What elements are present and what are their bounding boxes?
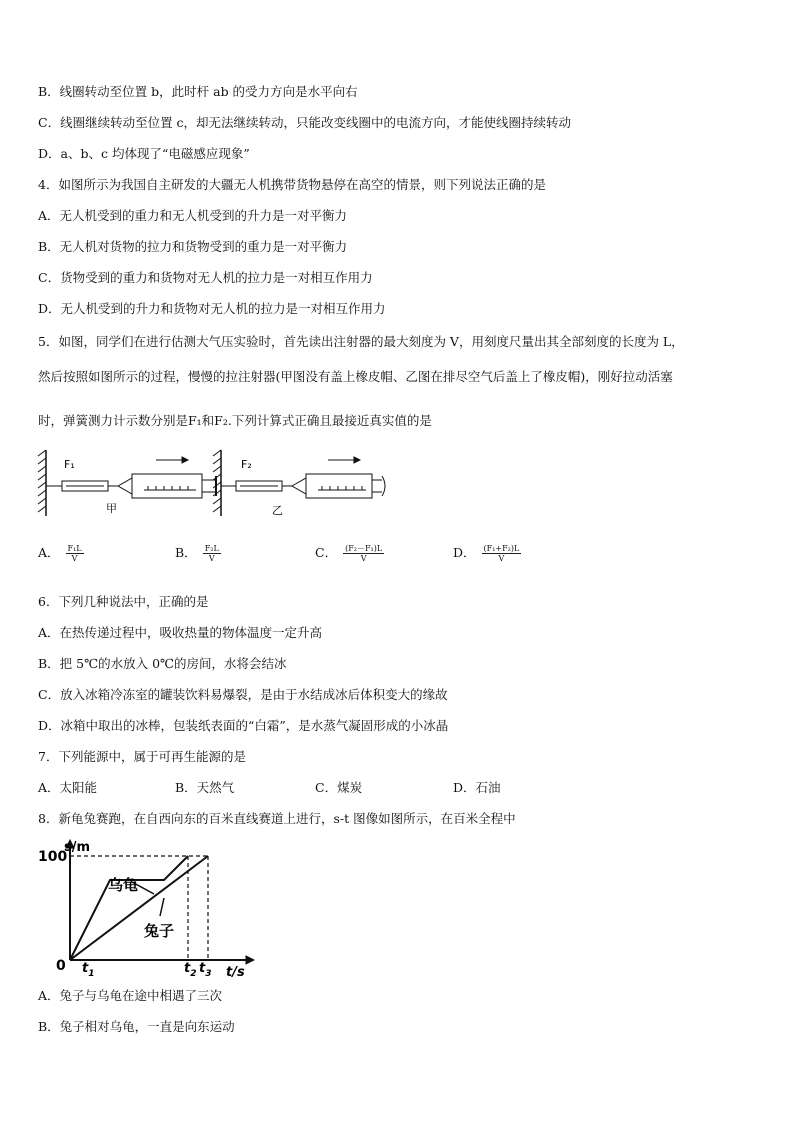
q7-option-d: D．石油 [453, 780, 501, 795]
q5-option-b-letter: B． [175, 545, 197, 560]
q6-option-b: B．把 5℃的水放入 0℃的房间，水将会结冰 [38, 656, 287, 671]
q4-option-b: B．无人机对货物的拉力和货物受到的重力是一对平衡力 [38, 239, 348, 254]
q3-option-c: C．线圈继续转动至位置 c，却无法继续转动，只能改变线圈中的电流方向，才能使线圈持续转动 [38, 115, 572, 130]
q5-option-d-denominator: V [498, 554, 505, 563]
q8-y-tick-100: 100 [38, 849, 68, 865]
q8-st-graph [36, 838, 260, 980]
q7-option-a: A．太阳能 [38, 780, 98, 795]
q5-option-b-fraction [203, 544, 221, 563]
q4-option-d: D．无人机受到的升力和货物对无人机的拉力是一对相互作用力 [38, 301, 386, 316]
q6-option-a: A．在热传递过程中，吸收热量的物体温度一定升高 [38, 625, 323, 640]
q5-option-c-numerator: (F₂－F₁)L [345, 544, 383, 553]
q5-caption-jia: 甲 [106, 502, 117, 515]
q8-tick-t2-letter: t [184, 961, 191, 976]
q5-stem-line-1: 5．如图，同学们在进行估测大气压实验时，首先读出注射器的最大刻度为 V，用刻度尺量出其全部刻度的长度为 L， [38, 334, 684, 349]
q8-option-b: B．兔子相对乌龟，一直是向东运动 [38, 1019, 235, 1034]
q5-option-a-denominator: V [71, 554, 78, 563]
q5-option-a-numerator: F₁L [67, 544, 82, 553]
q7-option-c: C．煤炭 [315, 780, 363, 795]
q8-x-axis-label: t/s [226, 965, 245, 980]
q5-option-d-numerator: (F₁+F₂)L [483, 544, 520, 553]
q4-option-a: A．无人机受到的重力和无人机受到的升力是一对平衡力 [38, 208, 348, 223]
q4-option-c: C．货物受到的重力和货物对无人机的拉力是一对相互作用力 [38, 270, 373, 285]
q5-option-a [38, 544, 84, 563]
q8-tick-t3-sub: 3 [205, 969, 212, 979]
q5-option-d [453, 544, 521, 563]
q3-option-d: D．a、b、c 均体现了“电磁感应现象” [38, 146, 250, 161]
q5-option-c [315, 544, 384, 563]
q5-stem-line-3: 时，弹簧测力计示数分别是F₁和F₂.下列计算式正确且最接近真实值的是 [38, 413, 432, 428]
q5-label-f2: F₂ [241, 458, 252, 471]
q5-label-f1: F₁ [64, 458, 75, 471]
q8-tick-t2-sub: 2 [190, 969, 197, 979]
q5-option-c-letter: C． [315, 545, 338, 560]
q6-option-d: D．冰箱中取出的冰棒，包装纸表面的“白霜”，是水蒸气凝固形成的小冰晶 [38, 718, 449, 733]
q5-option-d-fraction [482, 544, 522, 563]
q8-label-rabbit: 兔子 [144, 922, 175, 940]
q5-option-c-fraction [343, 544, 384, 563]
q8-tick-t1-sub: 1 [88, 969, 95, 979]
q8-origin-label: 0 [56, 958, 66, 974]
q5-option-b [175, 544, 221, 563]
q5-option-d-letter: D． [453, 545, 476, 560]
q5-option-a-letter: A． [38, 545, 60, 560]
q8-tick-t3-letter: t [199, 961, 206, 976]
q8-label-tortoise: 乌龟 [108, 876, 139, 894]
q5-syringe-figure [36, 446, 386, 520]
q8-tick-t3 [199, 961, 211, 979]
q5-caption-yi: 乙 [272, 504, 283, 517]
q7-option-b: B．天然气 [175, 780, 235, 795]
q5-option-c-denominator: V [360, 554, 367, 563]
q6-option-c: C．放入冰箱冷冻室的罐装饮料易爆裂，是由于水结成冰后体积变大的缘故 [38, 687, 448, 702]
q8-stem: 8．新龟兔赛跑，在自西向东的百米直线赛道上进行，s-t 图像如图所示，在百米全程中 [38, 811, 516, 826]
q8-tick-t1-letter: t [82, 961, 89, 976]
q8-option-a: A．兔子与乌龟在途中相遇了三次 [38, 988, 223, 1003]
q8-y-axis-label: s/m [64, 840, 91, 855]
q4-stem: 4．如图所示为我国自主研发的大疆无人机携带货物悬停在高空的情景，则下列说法正确的是 [38, 177, 546, 192]
q5-stem-line-2: 然后按照如图所示的过程，慢慢的拉注射器(甲图没有盖上橡皮帽、乙图在排尽空气后盖上了橡皮帽)，刚好拉动活塞 [38, 369, 673, 384]
q6-stem: 6．下列几种说法中，正确的是 [38, 594, 209, 609]
q3-option-b: B．线圈转动至位置 b，此时杆 ab 的受力方向是水平向右 [38, 84, 358, 99]
q5-option-b-numerator: F₂L [204, 544, 219, 553]
q8-tick-t1 [82, 961, 94, 979]
q5-option-b-denominator: V [208, 554, 215, 563]
q7-stem: 7．下列能源中，属于可再生能源的是 [38, 749, 246, 764]
q8-tick-t2 [184, 961, 196, 979]
q5-option-a-fraction [66, 544, 84, 563]
